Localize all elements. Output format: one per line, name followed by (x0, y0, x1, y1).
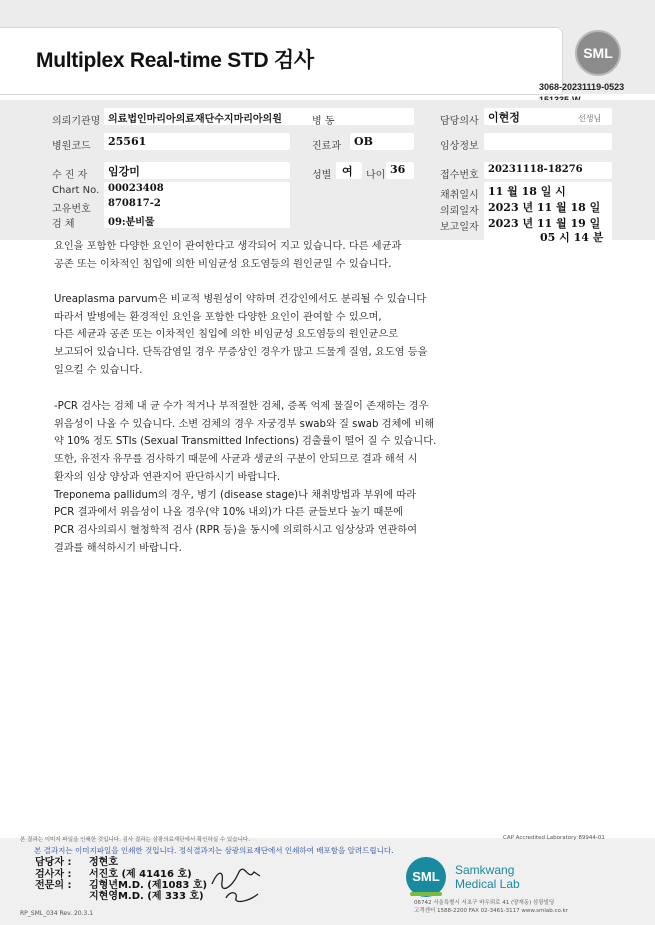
age-value: 36 (390, 163, 406, 176)
signature-image (208, 862, 268, 904)
doctor-suffix: 선생님 (578, 114, 602, 123)
request-value: 2023 년 11 월 18 일 (488, 201, 601, 214)
patient-label: 수 진 자 (52, 170, 88, 181)
collect-label: 채취일시 (440, 190, 479, 201)
institution-label: 의뢰기관명 (52, 116, 101, 127)
para3-line: PCR 검사의뢰시 혈청학적 검사 (RPR 등)을 동시에 의뢰하시고 임상상과 연관하여 (54, 524, 418, 536)
lab-logo-icon: SML (406, 857, 446, 897)
para3-line: PCR 결과에서 위음성이 나올 경우(약 10% 내외)가 다른 균들보다 높기 때문에 (54, 507, 404, 519)
para3-line: 결과를 해석하시기 바랍니다. (54, 542, 182, 554)
para3-line: Treponema pallidum의 경우, 병기 (disease stage)나 채취방법과 부위에 따라 (54, 489, 417, 501)
chart-no-label: Chart No. (52, 185, 100, 196)
lab-address: 06742 서울특별시 서초구 바우뫼로 41 (양재동) 삼광빌딩 (414, 900, 555, 906)
reference-number-1: 3068-20231119-0523 (539, 82, 625, 92)
examiner-label: 검사자 : (35, 869, 72, 880)
sex-label: 성별 (312, 170, 332, 181)
para3-line: -PCR 검사는 검체 내 균 수가 적거나 부적절한 검체, 증폭 억제 물질이 존재하는 경우 (54, 401, 429, 412)
report-label: 보고일자 (440, 222, 479, 233)
dept-value: OB (354, 135, 373, 148)
para3-line: 약 10% 정도 STIs (Sexual Transmitted Infections) 검출률이 떨어 질 수 있습니다. (54, 436, 437, 448)
ward-label: 병 동 (312, 116, 335, 127)
report-time: 05 시 14 분 (540, 231, 604, 244)
lab-logo-accent (410, 892, 442, 896)
para1-line: 공존 또는 이차적인 침입에 의한 비임균성 요도염등의 원인균일 수 있습니다. (54, 258, 392, 270)
footer-fine-print: 본 결과는 이미지 파일을 인쇄한 것입니다. 검사 결과는 삼광의료재단에서 확인하실 수 있습니다. (20, 837, 250, 843)
header-shade (0, 0, 655, 28)
clinical-info-box (484, 133, 612, 150)
specimen-value: 09:분비물 (108, 217, 155, 228)
age-label: 나이 (366, 170, 386, 181)
hospital-code-label: 병원코드 (52, 141, 91, 152)
examiner-value: 서진호 (제 41416 호) (89, 869, 192, 880)
paragraph-1 (54, 238, 514, 273)
paragraph-3 (54, 398, 514, 557)
paragraph-2 (54, 291, 514, 380)
report-value: 2023 년 11 월 19 일 (488, 217, 601, 230)
unique-no-value: 870817-2 (108, 198, 161, 209)
document-title: Multiplex Real-time STD 검사 (36, 49, 314, 72)
specialist-1: 김형년M.D. (제1083 호) (89, 880, 208, 891)
manager-label: 담당자 : (35, 857, 72, 868)
lab-contact: 고객센터 1588-2200 FAX 02-3461-3117 www.smlab.co.kr (414, 908, 568, 914)
para1-line: 요인을 포함한 다양한 요인이 관여한다고 생각되어 지고 있습니다. 다른 세균과 (54, 241, 402, 252)
para2-line: 일으킬 수 있습니다. (54, 364, 143, 376)
para3-line: 환자의 임상 양상과 연관지어 판단하시기 바랍니다. (54, 471, 281, 483)
doctor-value: 이현정 (488, 111, 520, 124)
para3-line: 또한, 유전자 유무를 검사하기 때문에 사균과 생균의 구분이 안되므로 결과 해석 시 (54, 454, 418, 466)
hospital-code-value: 25561 (108, 135, 147, 148)
cap-accreditation: CAP Accredited Laboratory 89944-01 (503, 835, 605, 841)
lab-name-2: Medical Lab (455, 877, 520, 891)
sex-value: 여 (342, 165, 353, 178)
specialist-label: 전문의 : (35, 880, 72, 891)
footer-notice: 본 결과지는 이미지파일을 인쇄한 것입니다. 정식결과지는 삼광의료재단에서 인쇄하여 배포함을 알려드립니다. (34, 846, 394, 855)
request-label: 의뢰일자 (440, 206, 479, 217)
specialist-2: 지현영M.D. (제 333 호) (89, 891, 204, 902)
para2-line: Ureaplasma parvum은 비교적 병원성이 약하며 건강인에서도 분리될 수 있습니다 (54, 294, 427, 305)
para3-line: 위음성이 나올 수 있습니다. 소변 검체의 경우 자궁경부 swab와 질 swab 검체에 비해 (54, 418, 435, 430)
receipt-label: 접수번호 (440, 170, 479, 181)
manager-value: 정현호 (89, 857, 118, 868)
collect-value: 11 월 18 일 시 (488, 185, 566, 198)
doctor-label: 담당의사 (440, 116, 479, 127)
patient-value: 임강미 (108, 165, 140, 178)
unique-no-label: 고유번호 (52, 204, 91, 215)
para2-line: 보고되어 있습니다. 단독감염일 경우 무증상인 경우가 많고 드물게 질염, 요도염 등을 (54, 347, 428, 359)
dept-label: 진료과 (312, 141, 341, 152)
chart-no-value: 00023408 (108, 183, 164, 194)
institution-value: 의료법인마리아의료재단수지마리아의원 (108, 114, 282, 125)
lab-name-1: Samkwang (455, 863, 515, 877)
para2-line: 다른 세균과 공존 또는 이차적인 침입에 의한 비임균성 요도염등의 원인균으로 (54, 329, 399, 341)
form-code: RP_SML_034 Rev. 20.3.1 (20, 910, 94, 917)
receipt-value: 20231118-18276 (488, 164, 583, 175)
sml-logo: SML (575, 30, 621, 76)
para2-line: 따라서 발병에는 환경적인 요인을 포함한 다양한 요인이 관여할 수 있으며, (54, 311, 382, 323)
specimen-label: 검 체 (52, 219, 75, 230)
clinical-info-label: 임상정보 (440, 141, 479, 152)
